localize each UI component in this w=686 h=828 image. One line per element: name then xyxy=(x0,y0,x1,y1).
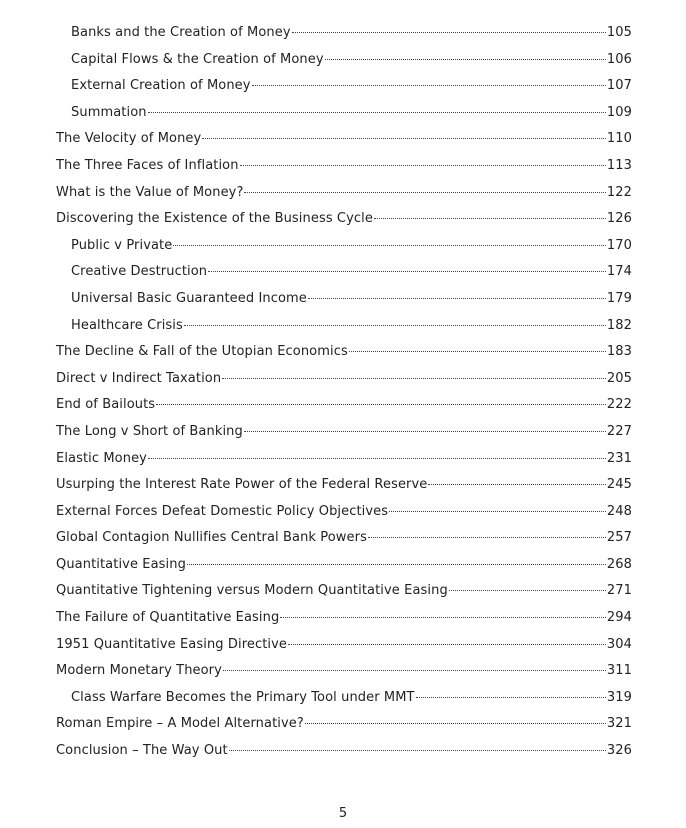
toc-entry-page: 311 xyxy=(606,663,632,679)
toc-entry-title: Universal Basic Guaranteed Income xyxy=(71,290,307,306)
toc-entry-title: Quantitative Tightening versus Modern Quantitative Easing xyxy=(56,583,448,599)
table-of-contents xyxy=(0,20,686,765)
toc-entry-title: End of Bailouts xyxy=(56,397,156,413)
dot-leader xyxy=(349,351,606,352)
dot-leader xyxy=(222,378,606,379)
toc-entry-title: Creative Destruction xyxy=(71,264,208,280)
toc-entry-title: Public v Private xyxy=(71,237,173,253)
toc-entry-title: Modern Monetary Theory xyxy=(56,663,222,679)
toc-entry[interactable] xyxy=(0,658,686,685)
toc-entry-page: 110 xyxy=(606,131,632,147)
toc-entry-page: 122 xyxy=(606,184,632,200)
toc-entry[interactable] xyxy=(0,313,686,340)
toc-entry-page: 109 xyxy=(606,104,632,120)
toc-entry[interactable] xyxy=(0,552,686,579)
toc-entry-page: 231 xyxy=(606,450,632,466)
toc-entry-title: Global Contagion Nullifies Central Bank Powers xyxy=(56,530,367,546)
dot-leader xyxy=(428,484,605,485)
toc-entry[interactable] xyxy=(0,100,686,127)
dot-leader xyxy=(449,590,606,591)
toc-entry-page: 268 xyxy=(606,556,632,572)
toc-entry-title: Healthcare Crisis xyxy=(71,317,183,333)
toc-entry-title: Class Warfare Becomes the Primary Tool under MMT xyxy=(71,689,415,705)
toc-entry-title: 1951 Quantitative Easing Directive xyxy=(56,636,288,652)
toc-entry-title: Discovering the Existence of the Business Cycle xyxy=(56,211,373,227)
dot-leader xyxy=(229,750,606,751)
toc-entry-title: Direct v Indirect Taxation xyxy=(56,370,222,386)
toc-entry-title: The Three Faces of Inflation xyxy=(56,157,239,173)
dot-leader xyxy=(202,138,606,139)
toc-entry[interactable] xyxy=(0,233,686,260)
toc-entry[interactable] xyxy=(0,47,686,74)
dot-leader xyxy=(223,670,606,671)
toc-entry-page: 126 xyxy=(606,211,632,227)
toc-entry-page: 227 xyxy=(606,423,632,439)
toc-entry-title: The Failure of Quantitative Easing xyxy=(56,610,280,626)
toc-entry-page: 319 xyxy=(606,689,632,705)
toc-entry-page: 182 xyxy=(606,317,632,333)
toc-entry-page: 106 xyxy=(606,51,632,67)
toc-entry[interactable] xyxy=(0,419,686,446)
dot-leader xyxy=(280,617,606,618)
dot-leader xyxy=(308,298,606,299)
toc-entry[interactable] xyxy=(0,339,686,366)
toc-entry-title: Elastic Money xyxy=(56,450,147,466)
toc-entry-page: 248 xyxy=(606,503,632,519)
page-number: 5 xyxy=(338,806,348,821)
toc-entry[interactable] xyxy=(0,685,686,712)
toc-entry-title: The Decline & Fall of the Utopian Economics xyxy=(56,344,348,360)
toc-entry-page: 183 xyxy=(606,344,632,360)
dot-leader xyxy=(292,32,606,33)
toc-entry[interactable] xyxy=(0,206,686,233)
dot-leader xyxy=(368,537,606,538)
toc-entry-title: Capital Flows & the Creation of Money xyxy=(71,51,324,67)
toc-entry[interactable] xyxy=(0,578,686,605)
toc-entry[interactable] xyxy=(0,366,686,393)
toc-entry[interactable] xyxy=(0,738,686,765)
toc-entry-page: 105 xyxy=(606,25,632,40)
toc-entry-page: 257 xyxy=(606,530,632,546)
toc-entry-page: 179 xyxy=(606,290,632,306)
toc-entry-title: What is the Value of Money? xyxy=(56,184,244,200)
toc-entry-page: 174 xyxy=(606,264,632,280)
toc-entry-title: Quantitative Easing xyxy=(56,556,186,572)
toc-entry-page: 205 xyxy=(606,370,632,386)
toc-entry[interactable] xyxy=(0,632,686,659)
toc-entry[interactable] xyxy=(0,153,686,180)
dot-leader xyxy=(240,165,606,166)
dot-leader xyxy=(389,511,606,512)
toc-entry-page: 222 xyxy=(606,397,632,413)
dot-leader xyxy=(187,564,606,565)
toc-entry-title: Conclusion – The Way Out xyxy=(56,743,228,759)
dot-leader xyxy=(325,59,606,60)
dot-leader xyxy=(148,458,606,459)
toc-entry-title: Usurping the Interest Rate Power of the Federal Reserve xyxy=(56,477,428,493)
dot-leader xyxy=(184,325,606,326)
toc-entry[interactable] xyxy=(0,525,686,552)
toc-entry[interactable] xyxy=(0,180,686,207)
toc-entry[interactable] xyxy=(0,499,686,526)
toc-entry[interactable] xyxy=(0,446,686,473)
toc-entry-title: Summation xyxy=(71,104,147,120)
dot-leader xyxy=(252,85,606,86)
dot-leader xyxy=(288,644,606,645)
toc-entry[interactable] xyxy=(0,73,686,100)
toc-entry-page: 245 xyxy=(606,477,632,493)
dot-leader xyxy=(416,697,606,698)
toc-entry-title: The Velocity of Money xyxy=(56,131,202,147)
dot-leader xyxy=(374,218,606,219)
toc-entry-title: Roman Empire – A Model Alternative? xyxy=(56,716,304,732)
toc-entry-title: Banks and the Creation of Money xyxy=(71,25,291,40)
toc-entry[interactable] xyxy=(0,711,686,738)
dot-leader xyxy=(173,245,606,246)
toc-entry-page: 294 xyxy=(606,610,632,626)
dot-leader xyxy=(148,112,606,113)
toc-entry[interactable] xyxy=(0,392,686,419)
toc-entry-title: The Long v Short of Banking xyxy=(56,423,243,439)
toc-entry-page: 304 xyxy=(606,636,632,652)
dot-leader xyxy=(244,192,605,193)
toc-entry[interactable] xyxy=(0,20,686,47)
toc-entry-page: 170 xyxy=(606,237,632,253)
dot-leader xyxy=(208,271,606,272)
dot-leader xyxy=(244,431,606,432)
toc-entry[interactable] xyxy=(0,126,686,153)
toc-entry-title: External Forces Defeat Domestic Policy Objectives xyxy=(56,503,389,519)
toc-entry-page: 326 xyxy=(606,743,632,759)
toc-entry-page: 113 xyxy=(606,157,632,173)
dot-leader xyxy=(305,723,606,724)
toc-entry-page: 271 xyxy=(606,583,632,599)
toc-entry[interactable] xyxy=(0,472,686,499)
toc-entry-title: External Creation of Money xyxy=(71,78,251,94)
toc-entry[interactable] xyxy=(0,259,686,286)
toc-entry-page: 321 xyxy=(606,716,632,732)
toc-entry[interactable] xyxy=(0,605,686,632)
dot-leader xyxy=(156,404,606,405)
toc-entry[interactable] xyxy=(0,286,686,313)
toc-entry-page: 107 xyxy=(606,78,632,94)
